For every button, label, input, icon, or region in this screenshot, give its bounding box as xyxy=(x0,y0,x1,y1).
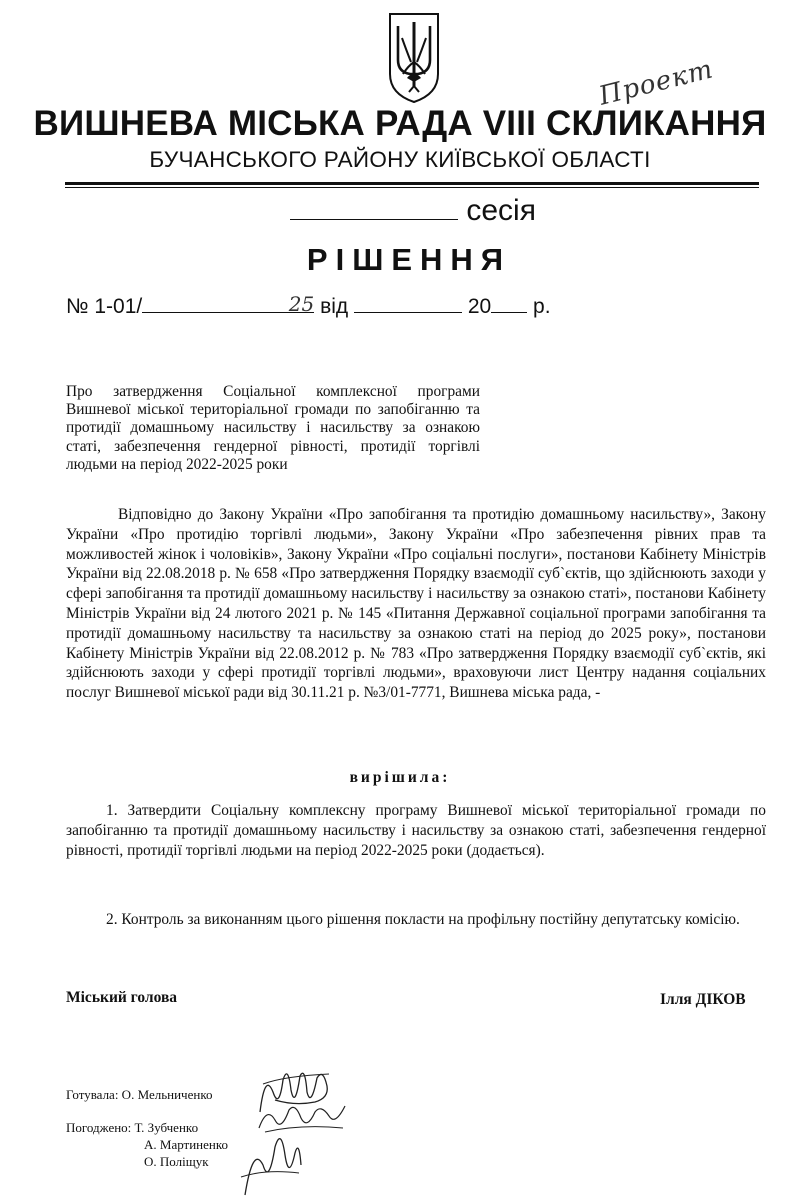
agreed-name-2: А. Мартиненко xyxy=(144,1137,229,1152)
agreed-name-1: Т. Зубченко xyxy=(134,1120,199,1135)
resolved-label: вирішила: xyxy=(349,769,451,786)
decision-number-line xyxy=(66,294,551,319)
decision-number-blank xyxy=(142,292,315,316)
council-title: ВИШНЕВА МІСЬКА РАДА VIII СКЛИКАННЯ xyxy=(33,104,767,143)
session-label: сесія xyxy=(466,194,536,227)
decision-item-1: 1. Затвердити Соціальну комплексну програму Вишневої міської територіальної громади по запобіганню та протидії домашньому насильству і насильству за ознакою статі, забезпечення гендерної рівності, протидії торгівлі людьми на період 2022-2025 роки (додається). xyxy=(66,802,766,859)
trident-coat-of-arms-icon xyxy=(388,12,440,104)
agreed-name-3: О. Поліщук xyxy=(144,1154,209,1169)
mayor-title: Міський голова xyxy=(66,989,178,1006)
header-double-rule xyxy=(65,182,759,188)
decision-item-2: 2. Контроль за виконанням цього рішення покласти на профільну постійну депутатську комісію. xyxy=(106,911,740,928)
council-subtitle: БУЧАНСЬКОГО РАЙОНУ КИЇВСЬКОЇ ОБЛАСТІ xyxy=(149,147,651,172)
decision-preamble: Відповідно до Закону України «Про запобігання та протидію домашньому насильству», Закону України «Про протидію торгівлі людьми», Закону України «Про забезпечення рівних прав та можливостей жінок і чоловіків», Закону України «Про соціальні послуги», постанови Кабінету Міністрів України від 22.08.2018 р. № 658 «Про затвердження Порядку взаємодії суб`єктів, що здійснюють заходи у сфері запобігання та протидії домашньому насильству і насильству за ознакою статі», постанови Кабінету Міністрів України від 24 лютого 2021 р. № 145 «Питання Державної соціальної програми запобігання та протидії домашньому насильству та насильству за ознакою статі на період до 2025 року», постанови Кабінету Міністрів України від 22.08.2012 р. № 783 «Про затвердження Порядку взаємодії суб`єктів, які здійснюють заходи у сфері протидії торгівлі людьми», враховуючи лист Центру надання соціальних послуг Вишневої міської ради від 30.11.21 р. №3/01-7771, Вишнева міська рада, - xyxy=(66,506,766,702)
date-blank xyxy=(354,294,462,313)
decision-heading: РІШЕННЯ xyxy=(306,242,512,277)
year-blank xyxy=(491,294,527,313)
year-prefix: 20 xyxy=(467,295,492,318)
session-number-blank xyxy=(290,193,458,220)
signature-scribble-3 xyxy=(235,1125,305,1200)
decision-number-handwritten: 25 xyxy=(288,292,315,316)
decision-subject: Про затвердження Соціальної комплексної програми Вишневої міської територіальної громади по запобіганню та протидії домашньому насильству і насильству за ознакою статі, забезпечення гендерної рівності, протидії торгівлі людьми на період 2022-2025 роки xyxy=(66,383,480,473)
session-line xyxy=(290,193,536,228)
prepared-by: Готувала: О. Мельниченко xyxy=(66,1087,213,1102)
year-suffix: р. xyxy=(533,295,551,318)
project-handwritten-stamp: Проект xyxy=(596,54,717,112)
date-from-label: від xyxy=(320,295,349,318)
decision-number-prefix: № 1-01/ xyxy=(66,295,143,318)
mayor-name: Ілля ДІКОВ xyxy=(660,991,746,1008)
agreed-label: Погоджено: xyxy=(66,1120,132,1135)
agreed-block xyxy=(66,1119,228,1170)
